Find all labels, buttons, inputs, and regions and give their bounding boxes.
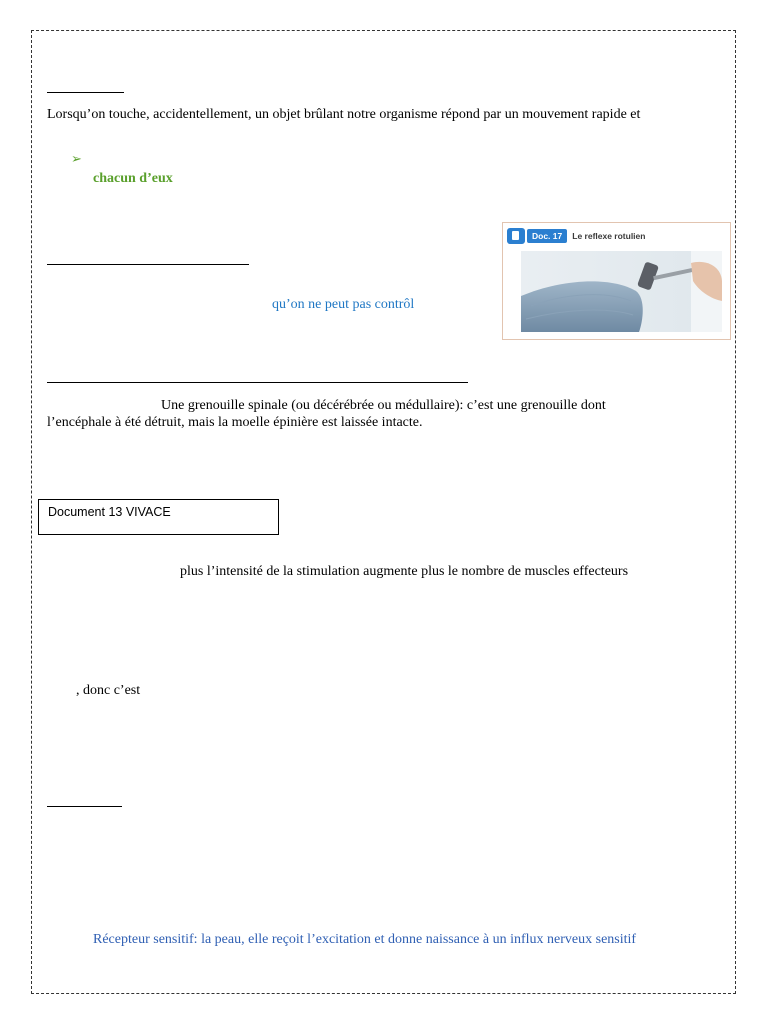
recepteur-sensitif-text: Récepteur sensitif: la peau, elle reçoit l’excitation et donne naissance à un influx nerveux sensitif <box>93 932 637 947</box>
document-13-box: Document 13 VIVACE <box>38 499 279 535</box>
section-underline-3 <box>47 382 468 383</box>
figure-title: Le reflexe rotulien <box>572 231 646 241</box>
figure-reflexe-rotulien <box>502 222 731 340</box>
reflex-hammer-knee-photo-icon <box>521 251 722 332</box>
paragraph-reflex-intro: Lorsqu’on touche, accidentellement, un objet brûlant notre organisme répond par un mouvement rapide et <box>47 107 641 122</box>
grenouille-line-1: Une grenouille spinale (ou décérébrée ou médullaire): c’est une grenouille dont <box>161 398 606 413</box>
figure-header <box>507 228 645 244</box>
stimulation-text: plus l’intensité de la stimulation augmente plus le nombre de muscles effecteurs <box>180 564 629 579</box>
arrow-bullet-icon: ➢ <box>71 152 82 167</box>
document-icon <box>507 228 525 244</box>
section-underline-2 <box>47 264 249 265</box>
figure-tag: Doc. 17 <box>527 229 567 243</box>
blue-text-controle: qu’on ne peut pas contrôl <box>272 297 415 312</box>
donc-text: , donc c’est <box>76 683 141 698</box>
section-underline-1 <box>47 92 124 93</box>
section-underline-4 <box>47 806 122 807</box>
grenouille-line-2: l’encéphale à été détruit, mais la moelle épinière est laissée intacte. <box>47 415 423 430</box>
green-highlight-text: chacun d’eux <box>93 171 173 186</box>
